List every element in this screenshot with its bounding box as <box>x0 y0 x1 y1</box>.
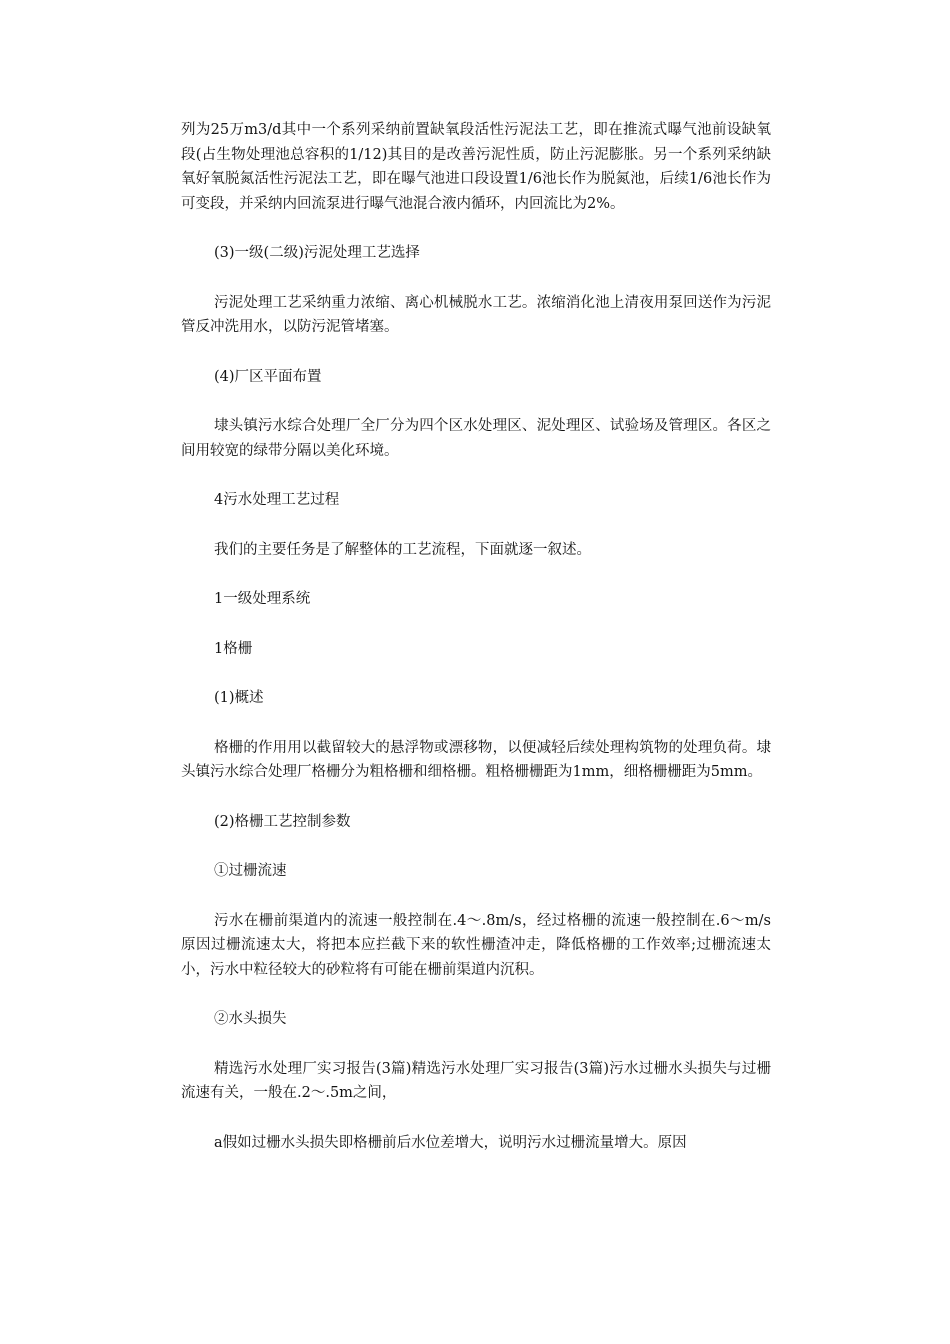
heading-flow-velocity: ①过栅流速 <box>214 863 287 879</box>
heading-plant-layout: (4)厂区平面布置 <box>214 368 322 385</box>
heading-sludge-process: (3)一级(二级)污泥处理工艺选择 <box>214 245 420 261</box>
paragraph-flow-velocity: 污水在栅前渠道内的流速一般控制在.4～.8m/s，经过格栅的流速一般控制在.6～m/s原因过栅流速太大，将把本应拦截下来的软性栅渣冲走，降低格栅的工作效率;过栅流速太小，污水中粒径较大的砂粒将有可能在栅前渠道内沉积。 <box>181 912 771 978</box>
paragraph-main-task: 我们的主要任务是了解整体的工艺流程，下面就逐一叙述。 <box>214 541 591 558</box>
paragraph-head-loss: 精选污水处理厂实习报告(3篇)精选污水处理厂实习报告(3篇)污水过栅水头损失与过栅流速有关，一般在.2～.5m之间， <box>181 1060 771 1101</box>
heading-treatment-process: 4污水处理工艺过程 <box>214 492 340 508</box>
paragraph-grille-function: 格栅的作用用以截留较大的悬浮物或漂移物，以便减轻后续处理构筑物的处理负荷。埭头镇污水综合处理厂格栅分为粗格栅和细格栅。粗格栅栅距为1mm，细格栅栅距为5mm。 <box>181 739 771 780</box>
heading-primary-system: 1一级处理系统 <box>214 591 311 607</box>
heading-grille-parameters: (2)格栅工艺控制参数 <box>214 813 351 830</box>
paragraph-head-loss-a: a假如过栅水头损失即格栅前后水位差增大，说明污水过栅流量增大。原因 <box>214 1134 687 1151</box>
document-page <box>181 118 771 1180</box>
heading-head-loss: ②水头损失 <box>214 1011 287 1027</box>
paragraph-process-intro: 列为25万m3/d其中一个系列采纳前置缺氧段活性污泥法工艺，即在推流式曝气池前设缺氧段(占生物处理池总容积的1/12)其目的是改善污泥性质，防止污泥膨胀。另一个系列采纳缺氧好氧脱氮活性污泥法工艺，即在曝气池进口段设置1/6池长作为脱氮池，后续1/6池长作为可变段，并采纳内回流泵进行曝气池混合液内循环，内回流比为2%。 <box>181 122 771 212</box>
heading-grille: 1格栅 <box>214 640 253 657</box>
paragraph-plant-layout: 埭头镇污水综合处理厂全厂分为四个区水处理区、泥处理区、试验场及管理区。各区之间用较宽的绿带分隔以美化环境。 <box>181 418 771 459</box>
heading-overview: (1)概述 <box>214 690 264 706</box>
paragraph-sludge-process: 污泥处理工艺采纳重力浓缩、离心机械脱水工艺。浓缩消化池上清夜用泵回送作为污泥管反冲洗用水，以防污泥管堵塞。 <box>181 294 771 335</box>
